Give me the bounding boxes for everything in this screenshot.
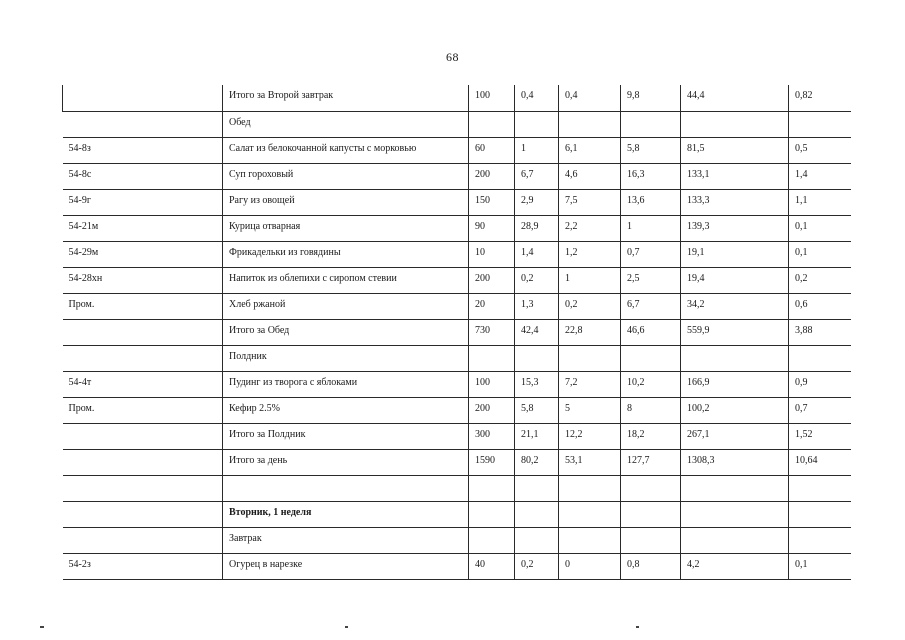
row-protein-cell <box>515 345 559 371</box>
row-fat-cell: 1,2 <box>559 241 621 267</box>
row-mass-cell <box>469 345 515 371</box>
row-vitamin-c-cell: 0,7 <box>789 397 851 423</box>
scan-mark <box>40 626 44 628</box>
row-protein-cell: 1,4 <box>515 241 559 267</box>
row-mass-cell: 200 <box>469 163 515 189</box>
row-carbs-cell: 1 <box>621 215 681 241</box>
row-energy-cell <box>681 527 789 553</box>
row-name-cell: Курица отварная <box>223 215 469 241</box>
row-carbs-cell <box>621 111 681 137</box>
row-vitamin-c-cell: 1,1 <box>789 189 851 215</box>
row-carbs-cell: 18,2 <box>621 423 681 449</box>
row-energy-cell: 559,9 <box>681 319 789 345</box>
row-vitamin-c-cell: 0,5 <box>789 137 851 163</box>
row-vitamin-c-cell: 0,1 <box>789 553 851 579</box>
table-row <box>63 215 851 241</box>
row-vitamin-c-cell: 10,64 <box>789 449 851 475</box>
row-vitamin-c-cell <box>789 527 851 553</box>
row-carbs-cell: 0,7 <box>621 241 681 267</box>
row-fat-cell <box>559 111 621 137</box>
row-carbs-cell: 16,3 <box>621 163 681 189</box>
row-vitamin-c-cell: 0,6 <box>789 293 851 319</box>
table-row <box>63 293 851 319</box>
row-vitamin-c-cell: 0,1 <box>789 215 851 241</box>
row-energy-cell: 133,1 <box>681 163 789 189</box>
row-code-cell <box>63 319 223 345</box>
row-name-cell: Вторник, 1 неделя <box>223 501 469 527</box>
row-carbs-cell: 0,8 <box>621 553 681 579</box>
row-vitamin-c-cell: 1,52 <box>789 423 851 449</box>
row-protein-cell: 21,1 <box>515 423 559 449</box>
row-code-cell: 54-2з <box>63 553 223 579</box>
row-name-cell: Рагу из овощей <box>223 189 469 215</box>
row-mass-cell: 200 <box>469 267 515 293</box>
table-row <box>63 85 851 111</box>
row-carbs-cell <box>621 501 681 527</box>
row-carbs-cell: 13,6 <box>621 189 681 215</box>
row-mass-cell: 60 <box>469 137 515 163</box>
row-mass-cell: 20 <box>469 293 515 319</box>
row-code-cell: 54-9г <box>63 189 223 215</box>
row-protein-cell: 1 <box>515 137 559 163</box>
row-fat-cell: 0,2 <box>559 293 621 319</box>
row-code-cell: 54-8з <box>63 137 223 163</box>
row-name-cell: Огурец в нарезке <box>223 553 469 579</box>
row-energy-cell <box>681 345 789 371</box>
row-mass-cell: 1590 <box>469 449 515 475</box>
row-protein-cell <box>515 527 559 553</box>
row-fat-cell: 4,6 <box>559 163 621 189</box>
row-name-cell: Суп гороховый <box>223 163 469 189</box>
row-code-cell: 54-29м <box>63 241 223 267</box>
row-energy-cell <box>681 475 789 501</box>
row-name-cell <box>223 475 469 501</box>
table-row <box>63 475 851 501</box>
row-vitamin-c-cell: 0,9 <box>789 371 851 397</box>
row-name-cell: Завтрак <box>223 527 469 553</box>
row-carbs-cell: 127,7 <box>621 449 681 475</box>
row-protein-cell: 2,9 <box>515 189 559 215</box>
row-carbs-cell: 8 <box>621 397 681 423</box>
row-carbs-cell <box>621 345 681 371</box>
row-code-cell <box>63 527 223 553</box>
row-vitamin-c-cell: 1,4 <box>789 163 851 189</box>
row-protein-cell <box>515 111 559 137</box>
row-name-cell: Пудинг из творога с яблоками <box>223 371 469 397</box>
row-protein-cell <box>515 501 559 527</box>
row-energy-cell: 44,4 <box>681 85 789 111</box>
row-fat-cell: 6,1 <box>559 137 621 163</box>
table-row <box>63 371 851 397</box>
row-vitamin-c-cell: 3,88 <box>789 319 851 345</box>
row-name-cell: Полдник <box>223 345 469 371</box>
table-row <box>63 553 851 579</box>
row-code-cell: 54-8с <box>63 163 223 189</box>
table-row <box>63 111 851 137</box>
row-carbs-cell: 9,8 <box>621 85 681 111</box>
row-mass-cell: 40 <box>469 553 515 579</box>
row-fat-cell: 5 <box>559 397 621 423</box>
row-vitamin-c-cell: 0,2 <box>789 267 851 293</box>
row-mass-cell: 100 <box>469 85 515 111</box>
row-fat-cell: 53,1 <box>559 449 621 475</box>
row-fat-cell <box>559 345 621 371</box>
row-code-cell <box>63 501 223 527</box>
row-fat-cell: 1 <box>559 267 621 293</box>
row-carbs-cell: 10,2 <box>621 371 681 397</box>
row-carbs-cell <box>621 527 681 553</box>
row-energy-cell: 139,3 <box>681 215 789 241</box>
row-energy-cell: 34,2 <box>681 293 789 319</box>
row-vitamin-c-cell <box>789 111 851 137</box>
table-row <box>63 501 851 527</box>
row-name-cell: Кефир 2.5% <box>223 397 469 423</box>
row-vitamin-c-cell: 0,1 <box>789 241 851 267</box>
table-row <box>63 345 851 371</box>
row-energy-cell <box>681 501 789 527</box>
row-name-cell: Салат из белокочанной капусты с морковью <box>223 137 469 163</box>
row-name-cell: Итого за день <box>223 449 469 475</box>
row-code-cell <box>63 111 223 137</box>
row-protein-cell: 0,2 <box>515 553 559 579</box>
row-energy-cell: 19,4 <box>681 267 789 293</box>
table-row <box>63 527 851 553</box>
page-number: 68 <box>446 50 459 64</box>
row-protein-cell: 80,2 <box>515 449 559 475</box>
row-vitamin-c-cell: 0,82 <box>789 85 851 111</box>
table-row <box>63 319 851 345</box>
row-protein-cell: 15,3 <box>515 371 559 397</box>
row-fat-cell: 0 <box>559 553 621 579</box>
row-code-cell <box>63 85 223 111</box>
table-row <box>63 137 851 163</box>
table-row <box>63 449 851 475</box>
row-fat-cell <box>559 475 621 501</box>
table-row <box>63 423 851 449</box>
table-row <box>63 267 851 293</box>
row-carbs-cell: 6,7 <box>621 293 681 319</box>
table-row <box>63 163 851 189</box>
row-name-cell: Итого за Полдник <box>223 423 469 449</box>
row-protein-cell: 6,7 <box>515 163 559 189</box>
row-mass-cell: 100 <box>469 371 515 397</box>
row-fat-cell <box>559 501 621 527</box>
row-code-cell: 54-4т <box>63 371 223 397</box>
row-name-cell: Итого за Второй завтрак <box>223 85 469 111</box>
table-row <box>63 241 851 267</box>
row-mass-cell <box>469 475 515 501</box>
row-protein-cell: 0,2 <box>515 267 559 293</box>
row-mass-cell <box>469 527 515 553</box>
row-protein-cell: 28,9 <box>515 215 559 241</box>
row-protein-cell <box>515 475 559 501</box>
row-fat-cell: 7,5 <box>559 189 621 215</box>
row-carbs-cell: 2,5 <box>621 267 681 293</box>
row-mass-cell: 730 <box>469 319 515 345</box>
row-code-cell <box>63 345 223 371</box>
row-energy-cell: 19,1 <box>681 241 789 267</box>
scan-mark <box>636 626 639 628</box>
row-carbs-cell: 46,6 <box>621 319 681 345</box>
row-fat-cell <box>559 527 621 553</box>
row-name-cell: Фрикадельки из говядины <box>223 241 469 267</box>
row-name-cell: Напиток из облепихи с сиропом стевии <box>223 267 469 293</box>
row-vitamin-c-cell <box>789 345 851 371</box>
row-protein-cell: 1,3 <box>515 293 559 319</box>
row-mass-cell <box>469 501 515 527</box>
row-energy-cell: 267,1 <box>681 423 789 449</box>
row-energy-cell: 4,2 <box>681 553 789 579</box>
row-code-cell <box>63 475 223 501</box>
row-carbs-cell: 5,8 <box>621 137 681 163</box>
row-code-cell <box>63 449 223 475</box>
row-fat-cell: 22,8 <box>559 319 621 345</box>
table-row <box>63 189 851 215</box>
row-fat-cell: 2,2 <box>559 215 621 241</box>
row-mass-cell: 10 <box>469 241 515 267</box>
row-mass-cell: 150 <box>469 189 515 215</box>
row-carbs-cell <box>621 475 681 501</box>
row-name-cell: Хлеб ржаной <box>223 293 469 319</box>
row-fat-cell: 12,2 <box>559 423 621 449</box>
row-mass-cell <box>469 111 515 137</box>
row-fat-cell: 7,2 <box>559 371 621 397</box>
row-energy-cell: 81,5 <box>681 137 789 163</box>
row-vitamin-c-cell <box>789 475 851 501</box>
row-energy-cell: 166,9 <box>681 371 789 397</box>
row-mass-cell: 90 <box>469 215 515 241</box>
row-energy-cell <box>681 111 789 137</box>
table-row <box>63 397 851 423</box>
row-energy-cell: 1308,3 <box>681 449 789 475</box>
scan-mark <box>345 626 348 628</box>
row-code-cell: Пром. <box>63 397 223 423</box>
row-mass-cell: 200 <box>469 397 515 423</box>
row-code-cell: 54-21м <box>63 215 223 241</box>
row-protein-cell: 0,4 <box>515 85 559 111</box>
row-name-cell: Итого за Обед <box>223 319 469 345</box>
row-code-cell <box>63 423 223 449</box>
row-vitamin-c-cell <box>789 501 851 527</box>
row-name-cell: Обед <box>223 111 469 137</box>
row-energy-cell: 133,3 <box>681 189 789 215</box>
menu-table-body <box>63 85 851 579</box>
row-protein-cell: 5,8 <box>515 397 559 423</box>
row-fat-cell: 0,4 <box>559 85 621 111</box>
row-mass-cell: 300 <box>469 423 515 449</box>
row-protein-cell: 42,4 <box>515 319 559 345</box>
row-code-cell: 54-28хн <box>63 267 223 293</box>
menu-table <box>62 85 851 580</box>
row-code-cell: Пром. <box>63 293 223 319</box>
row-energy-cell: 100,2 <box>681 397 789 423</box>
